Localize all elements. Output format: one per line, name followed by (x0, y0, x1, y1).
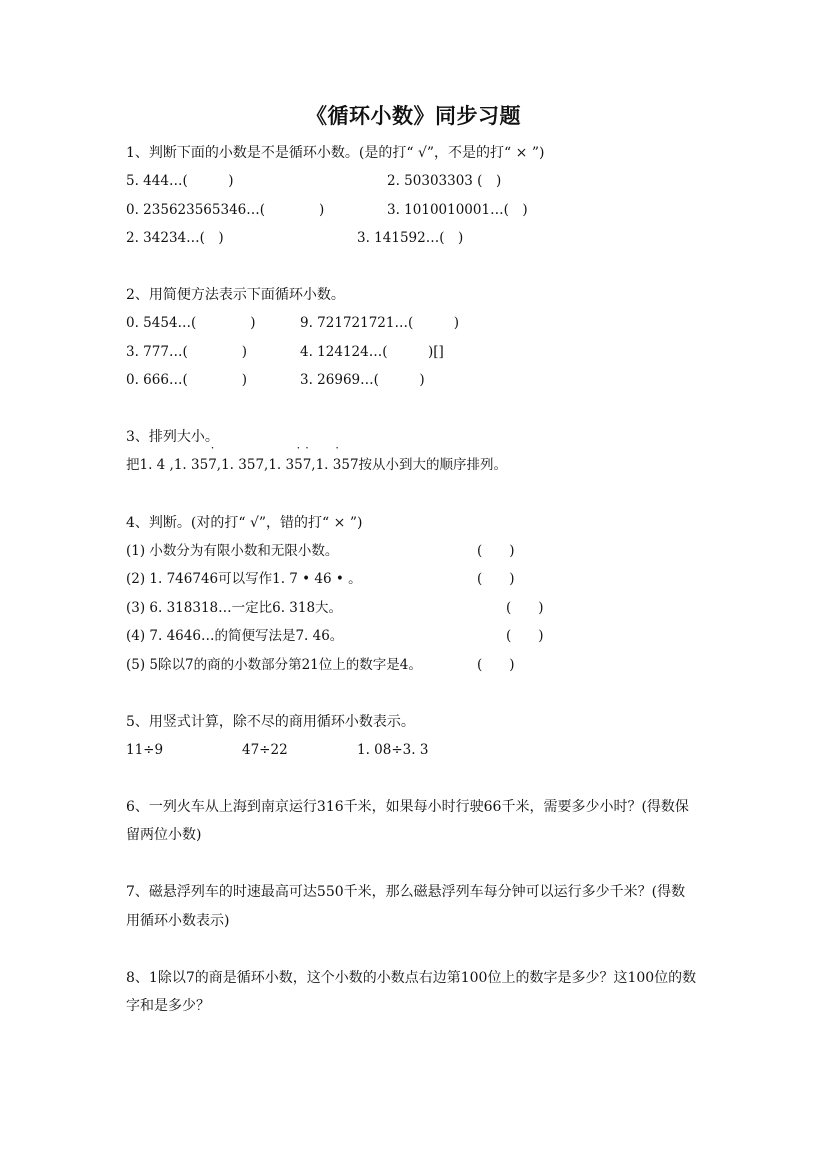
q3-prefix: 把1. 4 , (126, 457, 174, 473)
q3-heading: 3、排列大小。 (126, 429, 219, 445)
q3-number-1: 1. 35˙ 7 (174, 457, 217, 473)
q2-heading: 2、用简便方法表示下面循环小数。 (126, 287, 345, 303)
q1-item-4: 3. 1010010001…( ) (387, 202, 528, 218)
q1-item-2: 2. 50303303 ( ) (387, 173, 502, 189)
q3-suffix: 按从小到大的顺序排列。 (358, 457, 508, 473)
page-title: 《循环小数》同步习题 (306, 103, 521, 128)
q4-item-4-text: (4) 7. 4646…的简便写法是7. 46。 (126, 628, 344, 644)
q5-heading: 5、用竖式计算，除不尽的商用循环小数表示。 (126, 714, 415, 730)
q3-number-4: 1. ˙ 357 (316, 457, 359, 473)
q2-item-5: 0. 666…( ) (126, 372, 247, 388)
q3-sort-line: 把1. 4 ,1. 35˙ 7,1. 357,1. 3˙ 5˙ 7,1. ˙ 357按从小到大的顺序排列。 (126, 456, 507, 474)
q5-item-3: 1. 08÷3. 3 (357, 742, 429, 758)
q1-item-5: 2. 34234…( ) (126, 230, 224, 246)
q4-item-5-text: (5) 5除以7的商的小数部分第21位上的数字是4。 (126, 657, 422, 673)
q2-item-4: 4. 124124…( )[] (300, 344, 444, 360)
q2-item-1: 0. 5454…( ) (126, 315, 256, 331)
q8-line-1: 8、1除以7的商是循环小数，这个小数的小数点右边第100位上的数字是多少？这100位的数 (126, 970, 697, 986)
q2-item-2: 9. 721721721…( ) (300, 315, 460, 331)
q4-item-2-mark: ( ) (477, 571, 515, 587)
repeat-dot: ˙ 5 (294, 456, 303, 474)
repeat-dot: ˙ 7 (208, 456, 217, 474)
q3-number-3: 1. 3˙ 5˙ 7 (268, 457, 311, 473)
q5-item-1: 11÷9 (126, 742, 164, 758)
q4-item-4-mark: ( ) (506, 628, 544, 644)
q8-line-2: 字和是多少？ (126, 998, 210, 1014)
q4-heading: 4、判断。(对的打“ √”，错的打“ × ”) (126, 515, 363, 531)
q2-item-3: 3. 777…( ) (126, 344, 247, 360)
q4-item-1-text: (1) 小数分为有限小数和无限小数。 (126, 543, 339, 559)
repeat-dot: ˙ 3 (333, 456, 342, 474)
q4-item-3-mark: ( ) (506, 600, 544, 616)
q4-item-5-mark: ( ) (477, 657, 515, 673)
repeat-dot: ˙ 7 (303, 456, 312, 474)
q3-number-2: 1. 357 (221, 457, 265, 473)
q5-item-2: 47÷22 (242, 742, 288, 758)
q7-line-2: 用循环小数表示) (126, 913, 230, 929)
q7-line-1: 7、磁悬浮列车的时速最高可达550千米，那么磁悬浮列车每分钟可以运行多少千米？(得数 (126, 884, 686, 900)
q4-item-3-text: (3) 6. 318318…一定比6. 318大。 (126, 600, 343, 616)
q1-item-6: 3. 141592…( ) (357, 230, 464, 246)
q2-item-6: 3. 26969…( ) (300, 372, 425, 388)
q4-item-2-text: (2) 1. 746746可以写作1. 7 • 46 • 。 (126, 571, 362, 587)
q4-item-1-mark: ( ) (477, 543, 515, 559)
q6-line-2: 留两位小数) (126, 827, 202, 843)
q1-heading: 1、判断下面的小数是不是循环小数。(是的打“ √”，不是的打“ × ”) (126, 145, 545, 161)
q1-item-1: 5. 444…( ) (126, 173, 234, 189)
q1-item-3: 0. 235623565346…( ) (126, 202, 325, 218)
q6-line-1: 6、一列火车从上海到南京运行316千米，如果每小时行驶66千米，需要多少小时？(得数保 (126, 799, 689, 815)
